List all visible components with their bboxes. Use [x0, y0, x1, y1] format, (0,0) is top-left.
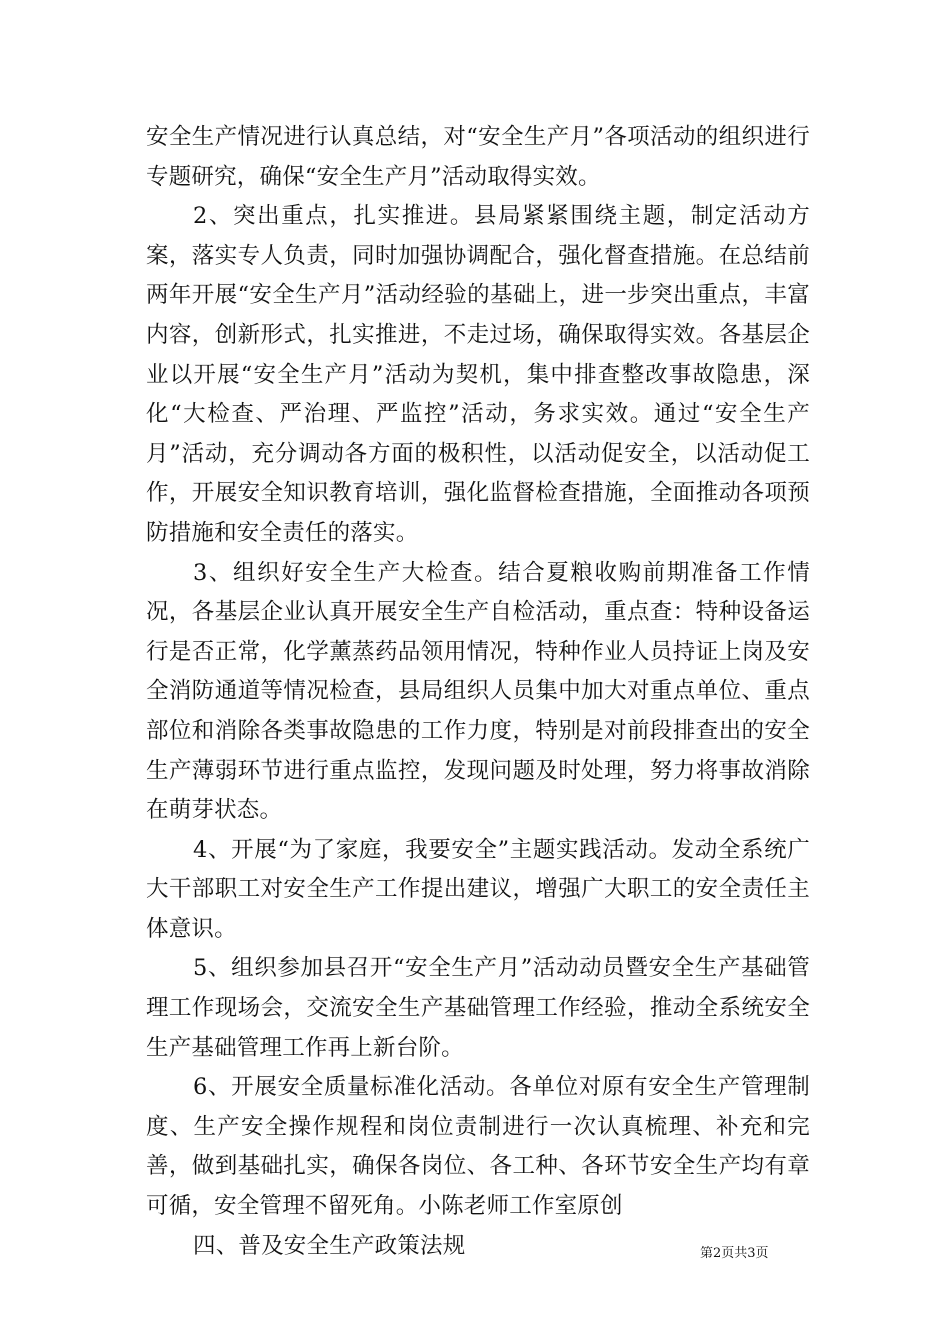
section-heading-4: 四、普及安全生产政策法规: [193, 1232, 466, 1259]
paragraph-item-2: 2、突出重点，扎实推进。县局紧紧围绕主题，制定活动方案，落实专人负责，同时加强协调配合，强化督查措施。在总结前两年开展“安全生产月”活动经验的基础上，进一步突出重点，丰富内容，创新形式，扎实推进，不走过场，确保取得实效。各基层企业以开展“安全生产月”活动为契机，集中排查整改事故隐患，深化“大检查、严治理、严监控”活动，务求实效。通过“安全生产月”活动，充分调动各方面的极积性，以活动促安全，以活动促工作，开展安全知识教育培训，强化监督检查措施，全面推动各项预防措施和安全责任的落实。: [146, 203, 810, 546]
paragraph-item-6: 6、开展安全质量标准化活动。各单位对原有安全生产管理制度、生产安全操作规程和岗位责制进行一次认真梳理、补充和完善，做到基础扎实，确保各岗位、各工种、各环节安全生产均有章可循，安全管理不留死角。小陈老师工作室原创: [146, 1074, 810, 1220]
paragraph-item-5: 5、组织参加县召开“安全生产月”活动动员暨安全生产基础管理工作现场会，交流安全生产基础管理工作经验，推动全系统安全生产基础管理工作再上新台阶。: [146, 955, 810, 1061]
document-body: [146, 118, 810, 1266]
paragraph-item-3: 3、组织好安全生产大检查。结合夏粮收购前期准备工作情况，各基层企业认真开展安全生产自检活动，重点查：特种设备运行是否正常，化学薰蒸药品领用情况，特种作业人员持证上岗及安全消防通道等情况检查，县局组织人员集中加大对重点单位、重点部位和消除各类事故隐患的工作力度，特别是对前段排查出的安全生产薄弱环节进行重点监控，发现问题及时处理，努力将事故消除在萌芽状态。: [146, 559, 810, 824]
paragraph-item-4: 4、开展“为了家庭，我要安全”主题实践活动。发动全系统广大干部职工对安全生产工作提出建议，增强广大职工的安全责任主体意识。: [146, 836, 810, 942]
page-number: 第2页共3页: [700, 1246, 769, 1261]
paragraph-continuation: 安全生产情况进行认真总结，对“安全生产月”各项活动的组织进行专题研究，确保“安全生产月”活动取得实效。: [146, 124, 810, 190]
